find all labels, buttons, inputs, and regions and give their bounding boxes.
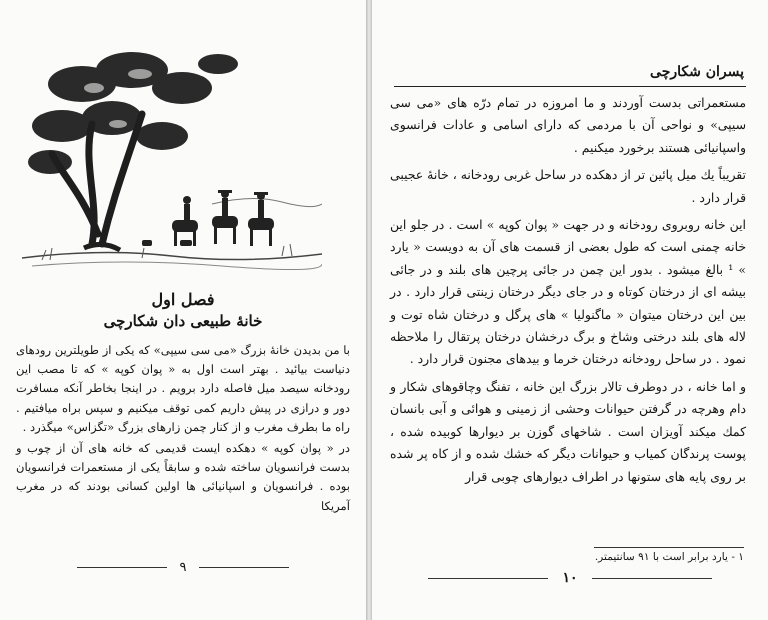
right-page-footer — [372, 570, 768, 586]
footer-rule — [199, 567, 289, 568]
footer-rule — [77, 567, 167, 568]
tree-and-horsemen-illustration — [22, 44, 322, 280]
footer-rule — [428, 578, 548, 579]
footer-rule — [592, 578, 712, 579]
left-page — [0, 0, 366, 620]
right-page — [372, 0, 768, 620]
left-paragraph: در « پوان کوپه » دهکده ایست قدیمی که خانه های آن از چوب و بدست فرانسویان ساخته شده و سابقاً یکی از مستعمرات فرانسویان بوده . فرانسویان و اسپانیائی ها اولین کسانی بودند که در مغرب آمریکا — [16, 441, 350, 513]
footnote-rule — [594, 547, 744, 548]
left-page-number: ۹ — [179, 560, 187, 575]
header-rule — [394, 86, 746, 87]
footnote: ۱ - یارد برابر است با ۹۱ سانتیمتر. — [594, 551, 744, 563]
left-page-footer — [0, 560, 366, 575]
right-page-number: ۱۰ — [562, 570, 578, 586]
left-paragraph: با من بدیدن خانۀ بزرگ «می سی سیپی» که یکی از طویلترین رودهای دنیاست بیائید . بهتر است اول به « پوان کوپه » که تا مصب این رودخانه سیصد میل فاصله دارد برویم . در اینجا بخاطر آنکه مسافرت دور و درازی در پیش داریم کمی توقف میکنیم و سپس براه میافتیم . راه ما بطرف مغرب و از کنار چمن زارهای بزرگ «تگزاس» میگذرد . — [16, 343, 350, 434]
chapter-number: فصل اول — [151, 290, 215, 309]
running-head: پسران شکارچی — [650, 64, 744, 80]
left-body-text — [16, 341, 350, 518]
right-body-text — [390, 92, 746, 493]
right-paragraph: این خانه روبروی رودخانه و در جهت « پوان کوپه » است . در جلو این خانه چمنی است که طول بعضی از قسمت های آن به دویست « یارد » ¹ بالغ میشود . بدور این چمن در جائی پرچین های بلند و در جائی بیشه ای از درختان کوتاه و در جای دیگر درختان زینتی قرار دارد . در بین این درختان میتوان « ماگنولیا » های پرگل و درختان شاه توت و لاله های بلند درختی وشاخ و برگ درخشان درختان پرتقال را ملاحظه نمود . در ساحل رودخانه درختان خرما و بیدهای مجنون قرار دارد . — [390, 217, 746, 367]
right-paragraph: تقریباً یك میل پائین تر از دهکده در ساحل غربی رودخانه ، خانۀ عجیبی قرار دارد . — [390, 167, 746, 205]
right-paragraph: و اما خانه ، در دوطرف تالار بزرگ این خانه ، تفنگ وچاقوهای شکار و دام وهرچه در گرفتن حیوانات وحشی از زمینی و هوائی و آبی بانسان کمك میکند آویزان است . شاخهای گوزن بر دیوارها کوبیده شده ، پوست پرندگان کمیاب و حیوانات دیگر که خشك شده و از کاه پر شده بر روی پایه های ستونها در اطراف دیوارهای چوبی قرار — [390, 378, 746, 484]
right-paragraph: مستعمراتی بدست آوردند و ما امروزه در تمام درّه های «می سی سیپی» و نواحی آن با مردمی که دارای اسامی و عادات فرانسوی واسپانیائی هستند برخورد میکنیم . — [390, 95, 746, 155]
chapter-title: خانۀ طبیعی دان شکارچی — [103, 312, 263, 330]
